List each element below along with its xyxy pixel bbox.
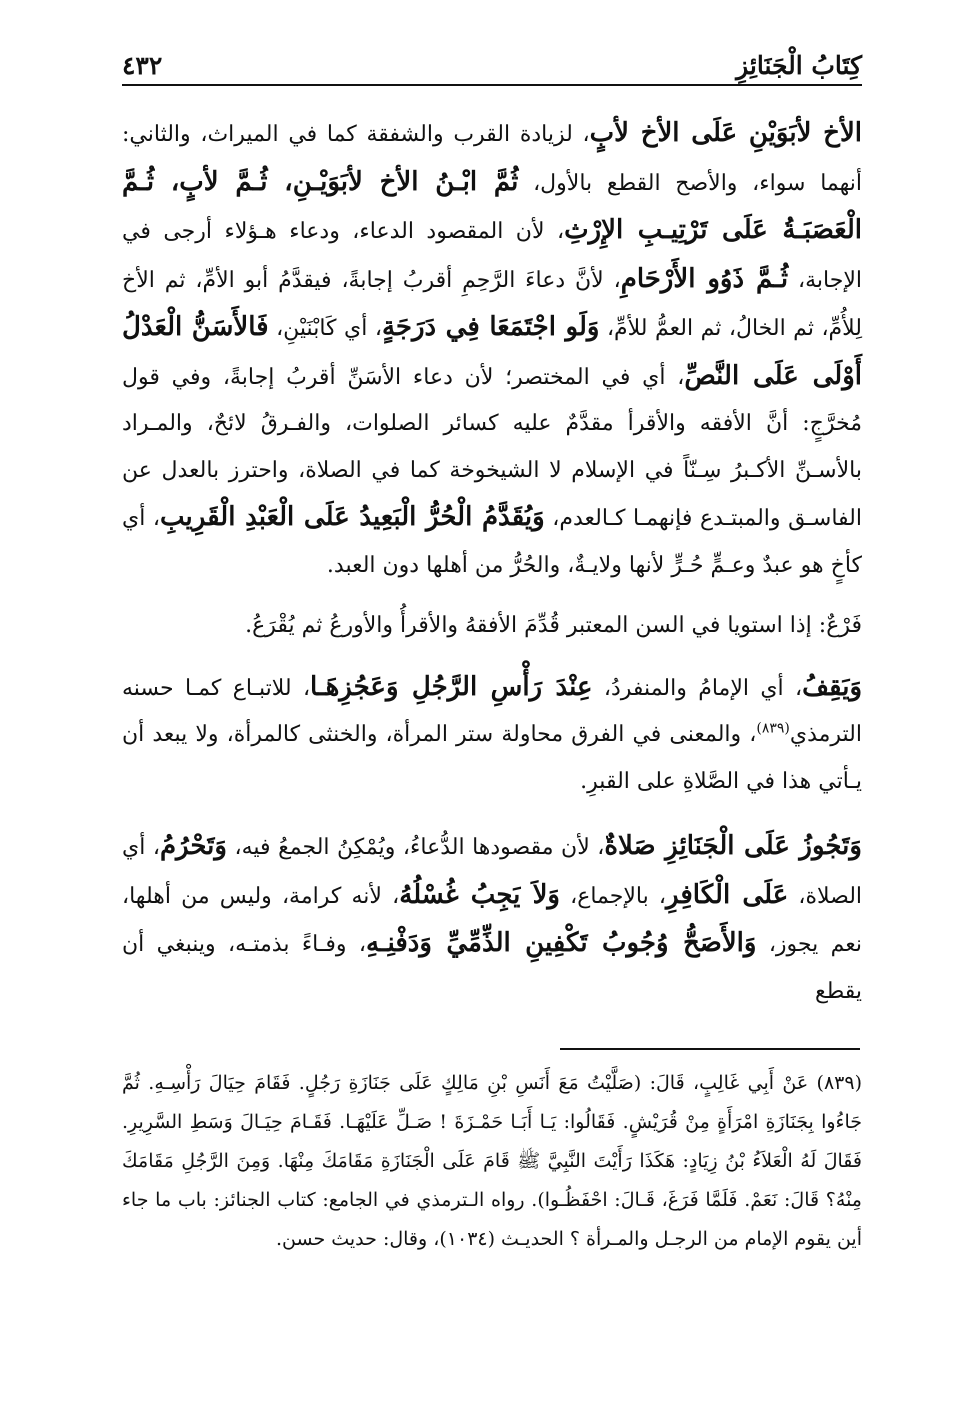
- commentary-text: ، للاتبـاع كمـا حسنه الترمذي: [122, 675, 862, 747]
- matn-text: فَالأَسَنُّ الْعَدْلُ أَوْلَى عَلَى النَّصِّ: [122, 312, 862, 391]
- commentary-text: ، والمعنى في الفرق محاولة ستر المرأة، والخنثى كالمرأة، ولا يبعد أن يـأتي هذا في الصَّلاةِ على القبرِ.: [122, 722, 862, 794]
- branch-note: فَرْعٌ: إذا استويا في السن المعتبر قُدِّمَ الأفقهُ والأقرأُ والأورعُ ثم يُقْرَعُ.: [245, 613, 862, 638]
- commentary-text: ، لأنَّ دعاءَ الرَّحِمِ أقربُ إجابةً، فيقدَّمُ أبو الأمِّ، ثم الأخ لِلأُمِّ، ثم الخالُ، ثم العمُّ للأمِّ،: [122, 267, 863, 341]
- matn-text: الأخ لأبَوَيْنِ عَلَى الأخ لأبٍ: [589, 118, 862, 148]
- matn-text: عِنْدَ رَأْسِ الرَّجُلِ وَعَجُزِهَـا: [310, 671, 593, 702]
- page-number: ٤٣٢: [122, 51, 163, 80]
- matn-text: وَلَو اجْتَمَعَا فِي دَرَجَةٍ: [381, 312, 600, 342]
- commentary-text: ، لأن مقصودها الدُّعاءُ، ويُمْكِنُ الجمعُ فيه،: [226, 835, 605, 860]
- matn-text: عَلَى الْكَافِرِ: [666, 879, 789, 910]
- matn-text: ثُـمَّ ذَوُو الأَرْحَامِ: [620, 263, 789, 294]
- commentary-text: ، أي الإمامُ والمنفردُ،: [592, 675, 803, 701]
- paragraph-2: [122, 603, 862, 650]
- page-header: [122, 44, 862, 86]
- commentary-text: ، أي في المختصر؛ لأن دعاء الأسَنِّ أقربُ إجابةً، وفي قول مُخرَّجٍ: أنَّ الأفقه والأقرأ مقدَّمٌ عليه كسائر الصلوات، والفـرقُ لائحٌ، والمـراد بالأسـنِّ الأكـبرُ سِـنّاً في الإسلام لا الشيخوخة كما في الصلاة، واحترز بالعدل عن الفاسـق والمبتـدع فإنهمـا كـالعدم،: [122, 364, 862, 531]
- footnote-divider: [560, 1048, 860, 1050]
- matn-text: وَالأَصَحُّ وُجُوبُ تَكْفِينِ الذِّمِّيِّ وَدَفْنِـهِ: [365, 928, 757, 958]
- footnote-reference: (٨٣٩): [756, 720, 790, 737]
- main-text: [122, 110, 862, 1015]
- commentary-text: ، أي الصلاة،: [122, 835, 863, 909]
- matn-text: وَيَقِفُ: [802, 671, 862, 702]
- paragraph-3: [122, 664, 862, 806]
- footnote-block: [122, 1064, 862, 1259]
- commentary-text: ، بالإجماع،: [559, 883, 666, 909]
- matn-text: ثُمَّ ابْـنُ الأخ لأبَوَيْـنِ، ثُـمَّ لأبٍ، ثُـمَّ الْعَصَبَـةُ عَلَى تَرْتِيـبِ الإِرْثِ: [122, 166, 862, 245]
- commentary-text: ، لأن المقصود الدعاء، ودعاء هـؤلاء أرجى في الإجابة،: [122, 219, 862, 293]
- commentary-text: ، لأنه كرامة، وليس من أهلها، نعم يجوز،: [122, 883, 863, 957]
- commentary-text: ، وفـاءً بذمتـه، وينبغي أن يقطع: [122, 932, 862, 1004]
- paragraph-4: [122, 823, 862, 1015]
- matn-text: وَيُقَدَّمُ الْحُرُّ الْبَعِيدُ عَلَى الْعَبْدِ الْقَرِيبِ: [160, 502, 545, 532]
- running-title: كِتَابُ الْجَنَائِزِ: [736, 51, 862, 80]
- commentary-text: ، أي كَابْنَيْنِ،: [268, 316, 382, 341]
- matn-text: وَلاَ يَجِبُ غُسْلُهُ: [399, 879, 560, 910]
- commentary-text: ، أي كأخٍ هو عبدٌ وعـمٍّ حُـرٍّ لأنها ولايـةٌ، والحُرُّ من أهلها دون العبد.: [122, 506, 862, 578]
- matn-text: وَتَجُوزُ عَلَى الْجَنَائِزِ صَلاةٌ: [604, 831, 862, 861]
- commentary-text: ، لزيادة القرب والشفقة كما في الميراث، والثاني: أنهما سواء، والأصح القطع بالأول،: [122, 122, 862, 196]
- paragraph-1: [122, 110, 862, 589]
- matn-text: وَتَحْرُمُ: [159, 831, 227, 861]
- footnote-839: (٨٣٩) عَنْ أَبِي غَالِبٍ، قَالَ: (صَلَّيْتُ مَعَ أَنَسِ بْنِ مَالِكٍ عَلَى جَنَازَةِ رَجُلٍ. فَقَامَ حِيَالَ رَأْسِـهِ. ثُمَّ جَاءُوا بِجَنَازَةِ امْرَأَةٍ مِنْ قُرَيْشٍ. فَقَالُوا: يَـا أَبَـا حَمْـزَةَ ! صَـلِّ عَلَيْهَـا. فَقَـامَ حِيَـالَ وَسَطِ السَّرِيرِ. فَقَالَ لَهُ الْعَلاَءُ بْنُ زِيَادٍ: هَكَذَا رَأَيْتَ النَّبِيَّ ﷺ قَامَ عَلَى الْجَنَازَةِ مَقَامَكَ مِنْهَا. وَمِنَ الرَّجُلِ مَقَامَكَ مِنْهُ؟ قَالَ: نَعَمْ. فَلَمَّا فَرَغَ، قَـالَ: احْفَظُـوا). رواه الـترمذي في الجامع: كتاب الجنائز: باب ما جاء أين يقوم الإمام من الرجـل والمـرأة ؟ الحديـث (١٠٣٤)، وقال: حديث حسن.: [122, 1072, 862, 1250]
